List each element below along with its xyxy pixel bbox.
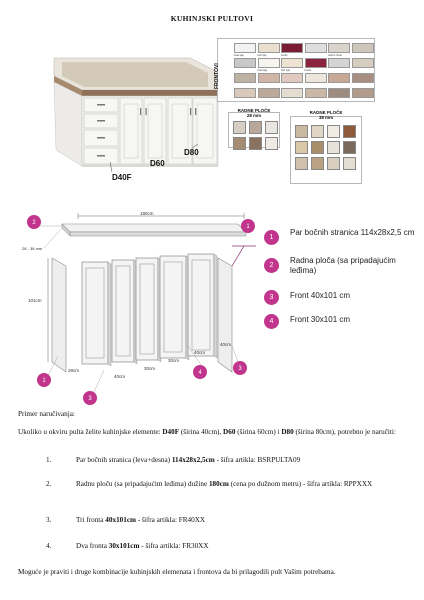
legend-item-4 xyxy=(264,312,424,334)
legend-item-2 xyxy=(264,256,424,278)
intro-d60: D60 xyxy=(223,428,236,436)
worktop-swatch xyxy=(295,141,308,154)
intro-text: (širina 80cm), potrebno je naručiti: xyxy=(293,428,396,436)
svg-text:1: 1 xyxy=(42,378,46,384)
order-post: - šifra artikla: BSRPULTA09 xyxy=(214,456,301,464)
front-swatch xyxy=(281,43,303,53)
label-d60: D60 xyxy=(150,159,165,168)
front-swatch xyxy=(328,73,350,83)
frontovi-label: FRONTOVI xyxy=(214,63,220,89)
order-size: 40x101cm xyxy=(105,516,137,524)
order-number: 3. xyxy=(46,516,52,524)
order-number: 2. xyxy=(46,480,52,488)
order-pre: Dva fronta xyxy=(76,542,109,550)
front-panel-edge xyxy=(214,254,217,358)
label-d80: D80 xyxy=(184,148,199,157)
svg-text:2: 2 xyxy=(32,220,36,226)
worktop-swatch xyxy=(343,125,356,138)
order-pre: Par bočnih stranica (leva+desna) xyxy=(76,456,172,464)
front-swatch xyxy=(352,73,374,83)
svg-text:3: 3 xyxy=(88,396,92,402)
front-panel xyxy=(136,258,158,360)
front-swatch-name: bordo xyxy=(304,68,312,72)
intro-text: Ukoliko u okviru pulta želite kuhinjske elemente: xyxy=(18,428,163,436)
worktop-swatch xyxy=(249,121,262,134)
front-swatch xyxy=(305,88,327,98)
dim-180: 180cm xyxy=(140,211,154,216)
front-swatch xyxy=(281,88,303,98)
dim-30b: 30cm xyxy=(168,358,180,363)
front-swatch xyxy=(258,88,280,98)
front-panel-edge xyxy=(108,262,111,366)
front-panel xyxy=(112,260,134,362)
front-swatch xyxy=(234,88,256,98)
front-swatch xyxy=(234,58,256,68)
front-swatch xyxy=(258,58,280,68)
worktop-swatch xyxy=(343,157,356,170)
intro-d40f: D40F xyxy=(162,428,180,436)
legend-number: 2 xyxy=(264,258,279,273)
order-number: 1. xyxy=(46,456,52,464)
primer-heading: Primer naručivanja: xyxy=(18,410,75,418)
front-swatch-name: bordo xyxy=(281,53,288,57)
intro-paragraph xyxy=(18,428,410,437)
front-swatch xyxy=(258,73,280,83)
front-swatch xyxy=(328,58,350,68)
legend-text: Par bočnih stranica 114x28x2,5 cm xyxy=(290,228,415,237)
worktop-swatch xyxy=(343,141,356,154)
radne-ploce-28-title-line1: RADNE PLOČE xyxy=(237,108,271,113)
worktop-swatch xyxy=(327,125,340,138)
legend-number: 3 xyxy=(264,290,279,305)
worktop-swatch xyxy=(311,141,324,154)
front-swatch-name: srebro hrast xyxy=(328,53,342,57)
front-swatch-name: bela sjaj xyxy=(257,68,268,72)
label-d40f: D40F xyxy=(112,173,132,182)
worktop-swatch xyxy=(311,157,324,170)
worktop-swatch xyxy=(233,121,246,134)
legend-text: Front 30x101 cm xyxy=(290,315,351,324)
dim-40a: 40cm xyxy=(114,374,126,379)
order-pre: Tri fronta xyxy=(76,516,106,524)
intro-d80: D80 xyxy=(281,428,294,436)
front-swatch xyxy=(352,43,374,53)
cabinet-photo xyxy=(40,38,220,188)
worktop-swatch xyxy=(295,125,308,138)
worktop-swatch xyxy=(327,157,340,170)
legend-item-3 xyxy=(264,288,424,310)
legend-number: 4 xyxy=(264,314,279,329)
front-swatch xyxy=(305,73,327,83)
order-size: 114x28x2,5cm xyxy=(171,456,215,464)
front-swatch xyxy=(305,58,327,68)
worktop-swatch xyxy=(311,125,324,138)
front-swatch xyxy=(281,58,303,68)
frontovi-swatch-panel xyxy=(217,38,375,102)
worktop-swatch xyxy=(233,137,246,150)
legend-item-1 xyxy=(264,228,424,250)
radne-ploce-38-title-line1: RADNE PLOČE xyxy=(309,110,343,115)
radne-ploce-28-title-line2: 28 mm xyxy=(246,113,262,118)
front-swatch-name: bela sjaj xyxy=(234,53,244,57)
legend-number: 1 xyxy=(264,230,279,245)
dim-28: 28cm xyxy=(68,368,80,373)
dim-40c: 40cm xyxy=(220,342,232,347)
order-size: 180cm xyxy=(208,480,229,488)
exploded-diagram xyxy=(18,206,264,406)
front-swatch xyxy=(305,43,327,53)
front-swatch xyxy=(328,88,350,98)
drawers-d40f xyxy=(84,98,118,164)
worktop-swatch xyxy=(265,121,278,134)
worktop-swatch xyxy=(295,157,308,170)
order-post: - šifra artikla: FR30XX xyxy=(139,542,209,550)
radne-ploce-28-title xyxy=(228,108,280,118)
front-swatch xyxy=(258,43,280,53)
radne-ploce-38-title xyxy=(290,110,362,120)
front-swatch xyxy=(281,73,303,83)
worktop-swatch xyxy=(265,137,278,150)
worktop-swatch xyxy=(249,137,262,150)
radne-ploce-38-title-line2: 38 mm xyxy=(318,115,334,120)
outro-paragraph: Moguće je praviti i druge kombinacije kuhinjskih elemenata i frontova da bi prilagodili pult Vašim potrebama. xyxy=(18,568,336,576)
svg-text:3: 3 xyxy=(238,366,242,372)
order-number: 4. xyxy=(46,542,52,550)
radne-ploce-38-panel xyxy=(290,116,362,184)
legend-text: Front 40x101 cm xyxy=(290,291,351,300)
front-swatch-name: bež sjaj xyxy=(281,68,290,72)
dim-40b: 40cm xyxy=(194,350,206,355)
intro-text: (širina 60cm) i xyxy=(235,428,282,436)
order-text xyxy=(76,516,412,525)
order-text xyxy=(76,480,412,489)
order-text xyxy=(76,456,412,465)
order-size: 30x101cm xyxy=(108,542,140,550)
front-swatch xyxy=(234,73,256,83)
svg-text:1: 1 xyxy=(246,224,250,230)
page-title: KUHINJSKI PULTOVI xyxy=(170,14,254,23)
svg-text:4: 4 xyxy=(198,370,202,376)
dim-thickness: 28 - 38 mm xyxy=(22,246,43,251)
diagram-worktop xyxy=(62,224,246,236)
dim-101: 101cm xyxy=(28,298,42,303)
order-text xyxy=(76,542,412,551)
front-swatch xyxy=(352,58,374,68)
dim-30a: 30cm xyxy=(144,366,156,371)
front-swatch xyxy=(328,43,350,53)
front-swatch xyxy=(234,43,256,53)
order-pre: Radnu ploču (sa pripadajućim leđima) dužine xyxy=(76,480,209,488)
legend-text: Radna ploča (sa pripadajućim leđima) xyxy=(290,256,396,275)
intro-text: (širina 40cm), xyxy=(179,428,224,436)
worktop-swatch xyxy=(327,141,340,154)
front-swatch-name: bež sjaj xyxy=(257,53,267,57)
order-post: (cena po dužnom metru) - šifra artikla: RPPXXX xyxy=(228,480,373,488)
front-swatch xyxy=(352,88,374,98)
order-post: - šifra artikla: FR40XX xyxy=(136,516,206,524)
